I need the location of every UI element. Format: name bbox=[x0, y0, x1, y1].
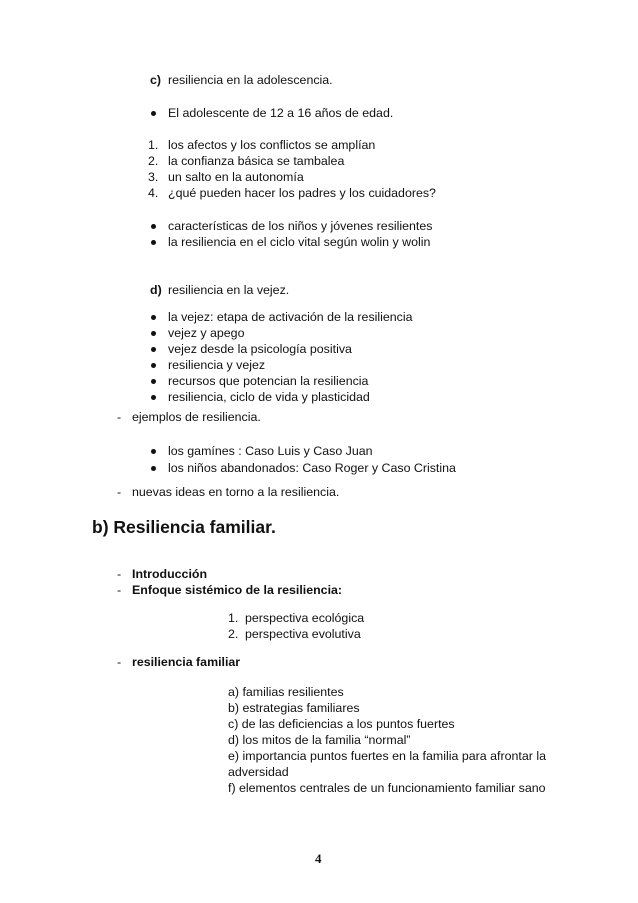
section-b-heading: b) Resiliencia familiar. bbox=[92, 517, 276, 537]
list-item: perspectiva evolutiva bbox=[245, 627, 361, 641]
list-item: ¿qué pueden hacer los padres y los cuidadores? bbox=[168, 186, 436, 200]
ejemplos-title: ejemplos de resiliencia. bbox=[132, 410, 261, 424]
bullet-icon bbox=[151, 240, 156, 245]
list-item: los gamínes : Caso Luis y Caso Juan bbox=[168, 444, 373, 458]
list-number: 3. bbox=[148, 170, 159, 184]
nuevas-title: nuevas ideas en torno a la resiliencia. bbox=[132, 485, 340, 499]
list-item: la confianza básica se tambalea bbox=[168, 154, 345, 168]
list-item: b) estrategias familiares bbox=[228, 701, 360, 715]
bullet-icon bbox=[151, 224, 156, 229]
intro-title: Introducción bbox=[132, 567, 208, 581]
bullet-icon bbox=[151, 347, 156, 352]
list-number: 1. bbox=[148, 138, 159, 152]
list-item: c) de las deficiencias a los puntos fuertes bbox=[228, 717, 455, 731]
list-item: vejez y apego bbox=[168, 326, 245, 340]
list-item: perspectiva ecológica bbox=[245, 611, 365, 625]
list-item: la vejez: etapa de activación de la resiliencia bbox=[168, 310, 413, 324]
list-item: un salto en la autonomía bbox=[168, 170, 304, 184]
list-item: a) familias resilientes bbox=[228, 685, 344, 699]
list-item: resiliencia, ciclo de vida y plasticidad bbox=[168, 390, 370, 404]
bullet-icon bbox=[151, 111, 156, 116]
bullet-icon bbox=[151, 449, 156, 454]
list-item: d) los mitos de la familia “normal” bbox=[228, 733, 411, 747]
section-d-title: resiliencia en la vejez. bbox=[168, 283, 290, 297]
bullet-icon bbox=[151, 395, 156, 400]
dash-marker: - bbox=[117, 655, 122, 669]
bullet-icon bbox=[151, 315, 156, 320]
bullet-icon bbox=[151, 331, 156, 336]
bullet-icon bbox=[151, 379, 156, 384]
list-item: la resiliencia en el ciclo vital según wolin y wolin bbox=[168, 235, 431, 249]
list-item: características de los niños y jóvenes resilientes bbox=[168, 219, 433, 233]
dash-marker: - bbox=[117, 410, 122, 424]
dash-marker: - bbox=[117, 567, 122, 581]
section-d-label: d) bbox=[150, 283, 162, 297]
list-number: 2. bbox=[228, 627, 239, 641]
list-number: 1. bbox=[228, 611, 239, 625]
section-c-label: c) bbox=[150, 73, 162, 87]
section-c-title: resiliencia en la adolescencia. bbox=[168, 73, 333, 87]
dash-marker: - bbox=[117, 583, 122, 597]
list-item: los afectos y los conflictos se amplían bbox=[168, 138, 376, 152]
page-number: 4 bbox=[315, 851, 322, 866]
list-number: 4. bbox=[148, 186, 159, 200]
bullet-age: El adolescente de 12 a 16 años de edad. bbox=[168, 106, 394, 120]
list-item: resiliencia y vejez bbox=[168, 358, 266, 372]
dash-marker: - bbox=[117, 485, 122, 499]
list-item: los niños abandonados: Caso Roger y Caso Cristina bbox=[168, 461, 456, 475]
list-item: f) elementos centrales de un funcionamiento familiar sano bbox=[228, 781, 546, 795]
list-item: vejez desde la psicología positiva bbox=[168, 342, 352, 356]
list-item: recursos que potencian la resiliencia bbox=[168, 374, 369, 388]
familiar-title: resiliencia familiar bbox=[132, 655, 241, 669]
list-item: e) importancia puntos fuertes en la familia para afrontar la adversidad bbox=[228, 749, 546, 779]
enfoque-title: Enfoque sistémico de la resiliencia: bbox=[132, 583, 343, 597]
bullet-icon bbox=[151, 466, 156, 471]
list-number: 2. bbox=[148, 154, 159, 168]
bullet-icon bbox=[151, 363, 156, 368]
